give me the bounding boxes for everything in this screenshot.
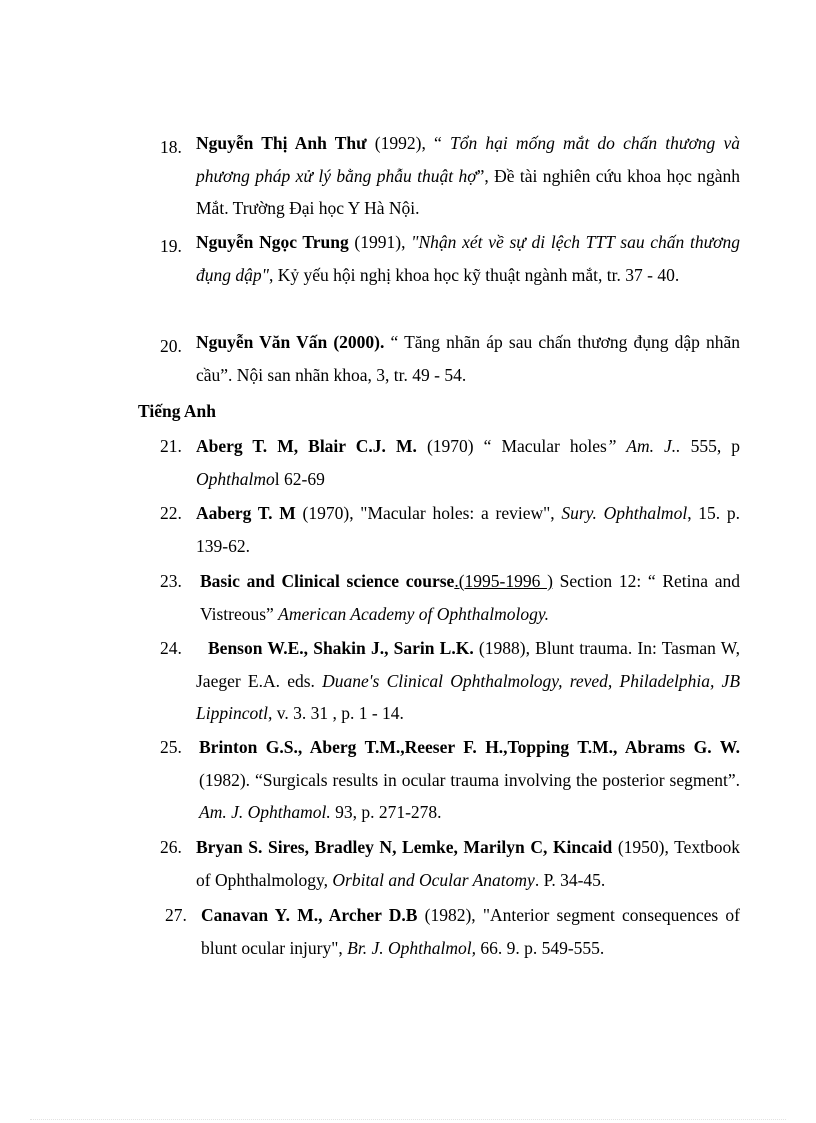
page-bottom-divider [30, 1119, 786, 1120]
reference-entry [165, 899, 740, 964]
reference-journal: Duane's Clinical Ophthalmology, reved, [322, 670, 613, 691]
reference-authors: Nguyễn Văn Vấn (2000). [196, 332, 385, 352]
reference-entry [160, 731, 740, 829]
reference-title: Section 12: “ Retina and Vistreous” [200, 571, 741, 624]
reference-number: 22. [160, 503, 182, 523]
reference-year-title: (1982), "Anterior segment consequences of blunt ocular injury", [201, 905, 741, 958]
reference-entry [160, 430, 740, 495]
reference-number: 26. [160, 837, 182, 857]
reference-entry [160, 831, 740, 896]
reference-year: .(1995-1996 ) [454, 571, 553, 591]
reference-pages: 555, p [680, 436, 741, 456]
reference-source: , Kỷ yếu hội nghị khoa học kỹ thuật ngành mắt, tr. 37 - 40. [268, 264, 680, 285]
reference-title: "Nhận xét về sự di lệch TTT sau chấn thương đụng dập" [196, 232, 740, 285]
reference-title: Tổn hại mống mắt do chấn thương và phương pháp xử lý bằng phẫu thuật hợ [196, 133, 741, 186]
reference-year: (1991), [354, 232, 406, 252]
reference-year-title: (1970) “ Macular holes [426, 436, 607, 456]
reference-pages: 66. 9. p. 549-555. [475, 937, 605, 958]
reference-source: ”, Đề tài nghiên cứu khoa học ngành Mắt. Trường Đại học Y Hà Nội. [196, 165, 740, 218]
reference-authors: Basic and Clinical science course [200, 571, 455, 591]
reference-year-title: (1970), "Macular holes: a review", [302, 503, 555, 523]
reference-journal: ” Am. J.. [606, 436, 681, 456]
reference-source: “ Tăng nhãn áp sau chấn thương đụng dập nhãn cầu”. Nội san nhãn khoa, 3, tr. 49 - 54. [196, 332, 741, 385]
reference-journal: Ophthalmo [196, 468, 275, 489]
reference-number: 19. [160, 236, 182, 256]
reference-authors: Aaberg T. M [196, 503, 296, 523]
reference-pages: l 62-69 [274, 468, 325, 489]
reference-number: 18. [160, 137, 182, 157]
reference-publisher: , JB Lippincotl, [196, 670, 741, 723]
reference-journal: Orbital and Ocular Anatomy [332, 869, 535, 890]
reference-authors: Nguyễn Ngọc Trung [196, 232, 349, 252]
reference-authors: Canavan Y. M., Archer D.B [201, 905, 418, 925]
reference-entry [160, 632, 740, 730]
reference-entry [160, 127, 740, 225]
reference-entry [160, 226, 740, 291]
reference-authors: Aberg T. M, Blair C.J. M. [196, 436, 417, 456]
reference-year: (1992), “ [374, 133, 442, 153]
reference-entry [160, 565, 740, 630]
reference-number: 23. [160, 571, 182, 591]
reference-authors: Benson W.E., Shakin J., Sarin L.K. [208, 638, 474, 658]
reference-year-title: (1982). “Surgicals results in ocular trauma involving the posterior segment”. [199, 769, 740, 790]
reference-authors: Bryan S. Sires, Bradley N, Lemke, Marilyn C, Kincaid [196, 837, 613, 857]
reference-number: 25. [160, 737, 182, 757]
reference-pages: 93, p. 271-278. [330, 802, 442, 822]
reference-journal: American Academy of Ophthalmology. [278, 603, 550, 624]
reference-authors: Brinton G.S., Aberg T.M.,Reeser F. H.,Topping T.M., Abrams G. W. [199, 737, 740, 757]
reference-entry [160, 497, 740, 562]
reference-number: 24. [160, 638, 182, 658]
reference-journal: Br. J. Ophthalmol, [347, 937, 476, 958]
reference-number: 27. [165, 905, 187, 925]
reference-entry [160, 326, 740, 391]
section-heading: Tiếng Anh [138, 401, 216, 421]
reference-place: Philadelphia [619, 670, 710, 691]
reference-pages: , 15. p. 139-62. [196, 503, 741, 556]
reference-journal: Am. J. Ophthamol. [199, 802, 331, 822]
reference-authors: Nguyễn Thị Anh Thư [196, 133, 367, 153]
reference-number: 21. [160, 436, 182, 456]
reference-pages: . P. 34-45. [534, 869, 606, 890]
reference-number: 20. [160, 336, 182, 356]
reference-year-title: (1988), Blunt trauma. In: Tasman W, Jaeger E.A. eds. [196, 638, 741, 691]
reference-year-title: (1950), Textbook of Ophthalmology, [196, 837, 741, 890]
reference-pages: v. 3. 31 , p. 1 - 14. [272, 703, 404, 723]
reference-journal: Sury. Ophthalmol [561, 503, 688, 523]
